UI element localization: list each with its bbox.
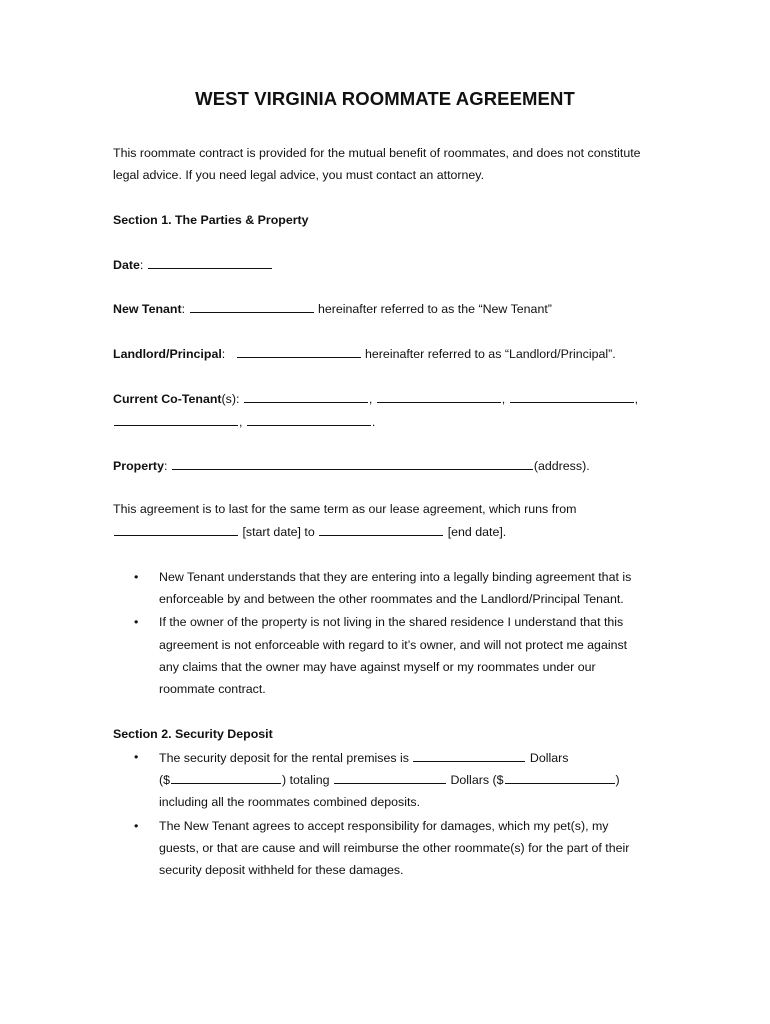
- s1-bullet-2-line-4: roommate contract.: [159, 682, 266, 696]
- cotenant-field-2[interactable]: [377, 390, 501, 403]
- new-tenant-field[interactable]: [190, 300, 314, 313]
- date-label: Date: [113, 258, 140, 272]
- s2-bullet-1-line-1: The security deposit for the rental premises is Dollars: [159, 751, 569, 765]
- cotenant-field-4[interactable]: [114, 413, 238, 426]
- landlord-suffix: hereinafter referred to as “Landlord/Principal”.: [365, 347, 616, 361]
- s2-bullet-1-line-2: ($ ) totaling Dollars ($ ): [159, 773, 620, 787]
- deposit-words-field[interactable]: [413, 749, 525, 762]
- date-row: Date:: [113, 256, 273, 273]
- s1-bullet-2-line-3: any claims that the owner may have against myself or my roommates under our: [159, 660, 596, 674]
- deposit-amount-field[interactable]: [171, 771, 281, 784]
- cotenant-field-5[interactable]: [247, 413, 371, 426]
- s1-bullet-2-line-2: agreement is not enforceable with regard to it’s owner, and will not protect me against: [159, 638, 628, 652]
- s2-bullet-1-line-3: including all the roommates combined deposits.: [159, 795, 421, 809]
- landlord-field[interactable]: [237, 345, 361, 358]
- s2-bullet-2-line-2: guests, or that are cause and will reimburse the other roommate(s) for the part of their: [159, 841, 630, 855]
- new-tenant-label: New Tenant: [113, 302, 182, 316]
- cotenant-field-1[interactable]: [244, 390, 368, 403]
- cotenant-row-2: , .: [113, 413, 375, 430]
- intro-line-2: legal advice. If you need legal advice, you must contact an attorney.: [113, 168, 485, 182]
- end-date-field[interactable]: [319, 523, 443, 536]
- bullet-marker: •: [134, 819, 139, 833]
- bullet-marker: •: [134, 570, 139, 584]
- cotenant-label: Current Co-Tenant: [113, 392, 222, 406]
- section-1-heading: Section 1. The Parties & Property: [113, 213, 309, 227]
- document-title: WEST VIRGINIA ROOMMATE AGREEMENT: [195, 88, 575, 109]
- property-label: Property: [113, 459, 164, 473]
- term-line-1: This agreement is to last for the same term as our lease agreement, which runs from: [113, 502, 577, 516]
- bullet-marker: •: [134, 750, 139, 764]
- landlord-row: Landlord/Principal: hereinafter referred to as “Landlord/Principal”.: [113, 347, 616, 361]
- s2-bullet-2-line-1: The New Tenant agrees to accept responsibility for damages, which my pet(s), my: [159, 819, 609, 833]
- s1-bullet-1-line-1: New Tenant understands that they are entering into a legally binding agreement that is: [159, 570, 632, 584]
- cotenant-field-3[interactable]: [510, 390, 634, 403]
- s2-bullet-2-line-3: security deposit withheld for these damages.: [159, 863, 404, 877]
- intro-line-1: This roommate contract is provided for the mutual benefit of roommates, and does not constitute: [113, 146, 641, 160]
- start-date-field[interactable]: [114, 523, 238, 536]
- landlord-label: Landlord/Principal: [113, 347, 222, 361]
- property-row: Property: (address).: [113, 459, 590, 473]
- new-tenant-suffix: hereinafter referred to as the “New Tenant”: [317, 302, 552, 316]
- s1-bullet-1-line-2: enforceable by and between the other roommates and the Landlord/Principal Tenant.: [159, 592, 624, 606]
- term-line-2: [start date] to [end date].: [113, 523, 506, 540]
- cotenant-row: Current Co-Tenant(s): , , ,: [113, 392, 639, 406]
- bullet-marker: •: [134, 615, 139, 629]
- date-field[interactable]: [148, 256, 272, 269]
- total-amount-field[interactable]: [505, 771, 615, 784]
- s1-bullet-2-line-1: If the owner of the property is not living in the shared residence I understand that this: [159, 615, 624, 629]
- total-words-field[interactable]: [334, 771, 446, 784]
- property-address-field[interactable]: [172, 457, 533, 470]
- new-tenant-row: New Tenant: hereinafter referred to as the “New Tenant”: [113, 302, 552, 316]
- section-2-heading: Section 2. Security Deposit: [113, 727, 273, 741]
